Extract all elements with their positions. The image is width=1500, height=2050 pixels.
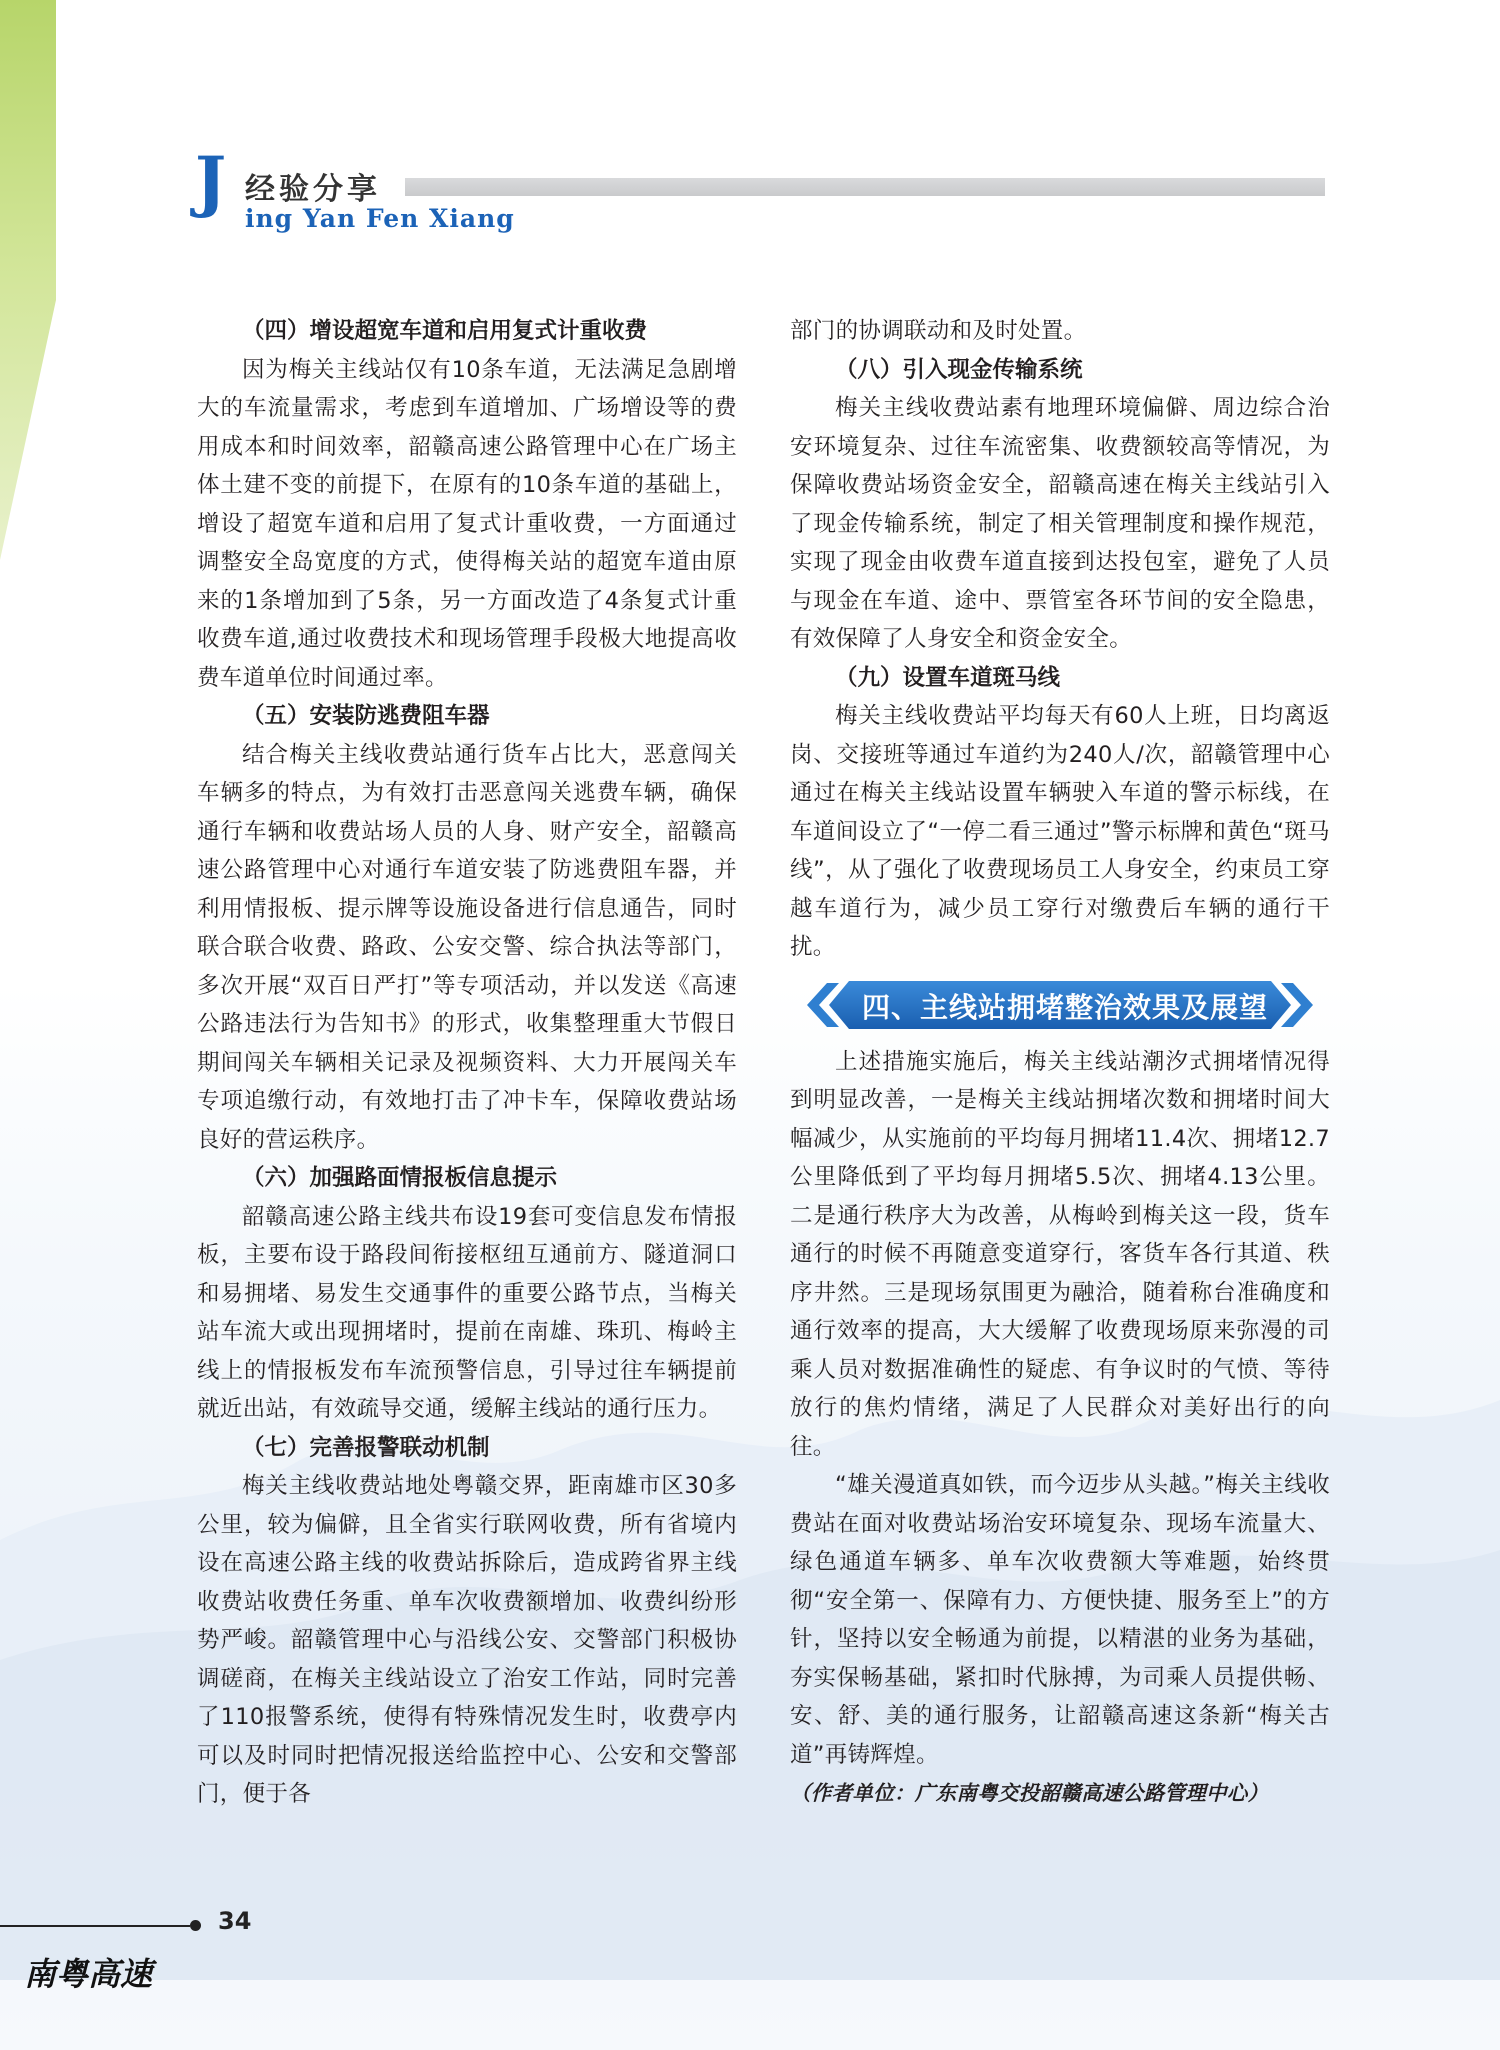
paragraph-10: 上述措施实施后，梅关主线站潮汐式拥堵情况得到明显改善，一是梅关主线站拥堵次数和拥堵时间大幅减少，从实施前的平均每月拥堵11.4次、拥堵12.7公里降低到了平均每月拥堵5.5次、拥堵4.13公里。二是通行秩序大为改善，从梅岭到梅关这一段，货车通行的时候不再随意变道穿行，客货车各行其道、秩序井然。三是现场氛围更为融洽，随着称台准确度和通行效率的提高，大大缓解了收费现场原来弥漫的司乘人员对数据准确性的疑虑、有争议时的气愤、等待放行的焦灼情绪，满足了人民群众对美好出行的向往。 (790, 1048, 1330, 1460)
paragraph-7: 梅关主线收费站地处粤赣交界，距南雄市区30多公里，较为偏僻，且全省实行联网收费，所有省境内设在高速公路主线的收费站拆除后，造成跨省界主线收费站收费任务重、单车次收费额增加、收费纠纷形势严峻。韶赣管理中心与沿线公安、交警部门积极协调磋商，在梅关主线站设立了治安工作站，同时完善了110报警系统，使得有特殊情况发生时，收费亭内可以及时同时把情况报送给监控中心、公安和交警部门，便于各 (197, 1473, 737, 1807)
paragraph-8: 梅关主线收费站素有地理环境偏僻、周边综合治安环境复杂、过往车流密集、收费额较高等情况，为保障收费站场资金安全，韶赣高速在梅关主线站引入了现金传输系统，制定了相关管理制度和操作规范，实现了现金由收费车道直接到达投包室，避免了人员与现金在车道、途中、票管室各环节间的安全隐患，有效保障了人身安全和资金安全。 (790, 395, 1330, 652)
paragraph-6: 韶赣高速公路主线共布设19套可变信息发布情报板，主要布设于路段间衔接枢纽互通前方、隧道洞口和易拥堵、易发生交通事件的重要公路节点，当梅关站车流大或出现拥堵时，提前在南雄、珠玑、梅岭主线上的情报板发布车流预警信息，引导过往车辆提前就近出站，有效疏导交通，缓解主线站的通行压力。 (197, 1203, 737, 1422)
right-column (790, 312, 1330, 1813)
paragraph-11: “雄关漫道真如铁，而今迈步从头越。”梅关主线收费站在面对收费站场治安环境复杂、现场车流量大、绿色通道车辆多、单车次收费额大等难题，始终贯彻“安全第一、保障有力、方便快捷、服务至上”的方针，坚持以安全畅通为前提，以精湛的业务为基础，夯实保畅基础，紧扣时代脉搏，为司乘人员提供畅、安、舒、美的通行服务，让韶赣高速这条新“梅关古道”再铸辉煌。 (790, 1472, 1330, 1768)
subheading-5: （五）安装防逃费阻车器 (242, 703, 490, 729)
page-footer (0, 1905, 260, 2015)
subheading-9: （九）设置车道斑马线 (835, 664, 1061, 691)
subheading-4: （四）增设超宽车道和启用复式计重收费 (242, 318, 648, 344)
left-column (197, 312, 737, 1814)
header-initial: J (195, 142, 227, 220)
page-number: 34 (218, 1907, 252, 1935)
paragraph-4: 因为梅关主线站仅有10条车道，无法满足急剧增大的车流量需求，考虑到车道增加、广场增设等的费用成本和时间效率，韶赣高速公路管理中心在广场主体土建不变的前提下，在原有的10条车道的基础上，增设了超宽车道和启用了复式计重收费，一方面通过调整安全岛宽度的方式，使得梅关站的超宽车道由原来的1条增加到了5条，另一方面改造了4条复式计重收费车道,通过收费技术和现场管理手段极大地提高收费车道单位时间通过率。 (197, 356, 737, 691)
footer-rule (0, 1925, 190, 1927)
header-title-cn: 经验分享 (245, 172, 381, 207)
subheading-7: （七）完善报警联动机制 (242, 1434, 490, 1461)
author-note: （作者单位：广东南粤交投韶赣高速公路管理中心） (790, 1781, 1269, 1805)
subheading-6: （六）加强路面情报板信息提示 (242, 1165, 558, 1191)
footer-dot (190, 1920, 201, 1931)
section-header (195, 142, 1325, 240)
header-title-en: ing Yan Fen Xiang (245, 204, 515, 233)
logo-calligraphy: 南粤高速 (24, 1955, 153, 1993)
banner-title: 四、主线站拥堵整治效果及展望 (861, 990, 1268, 1024)
subheading-8: （八）引入现金传输系统 (835, 356, 1083, 383)
magazine-logo (20, 1945, 195, 2000)
header-gray-bar (405, 178, 1325, 196)
section-banner (790, 977, 1330, 1033)
paragraph-7-continued: 部门的协调联动和及时处置。 (790, 318, 1087, 344)
paragraph-9: 梅关主线收费站平均每天有60人上班，日均离返岗、交接班等通过车道约为240人/次，韶赣管理中心通过在梅关主线站设置车辆驶入车道的警示标线，在车道间设立了“一停二看三通过”警示标牌和黄色“斑马线”，从了强化了收费现场员工人身安全，约束员工穿越车道行为，减少员工穿行对缴费后车辆的通行干扰。 (790, 703, 1330, 960)
paragraph-5: 结合梅关主线收费站通行货车占比大，恶意闯关车辆多的特点，为有效打击恶意闯关逃费车辆，确保通行车辆和收费站场人员的人身、财产安全，韶赣高速公路管理中心对通行车道安装了防逃费阻车器，并利用情报板、提示牌等设施设备进行信息通告，同时联合联合收费、路政、公安交警、综合执法等部门，多次开展“双百日严打”等专项活动，并以发送《高速公路违法行为告知书》的形式，收集整理重大节假日期间闯关车辆相关记录及视频资料、大力开展闯关车专项追缴行动，有效地打击了冲卡车，保障收费站场良好的营运秩序。 (197, 741, 737, 1153)
